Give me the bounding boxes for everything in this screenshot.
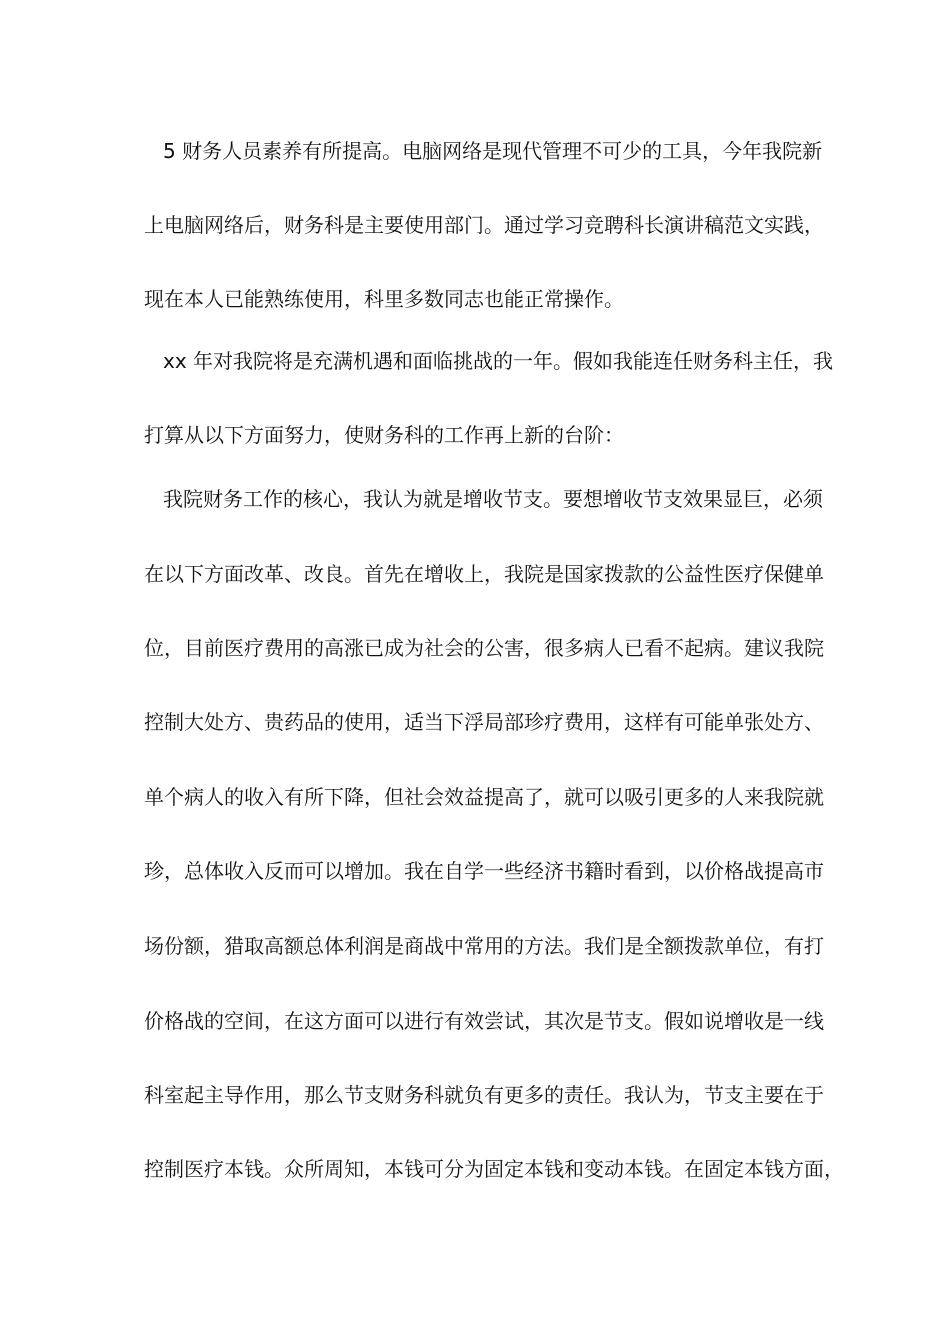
paragraph-line-15: 控制医疗本钱。众所周知，本钱可分为固定本钱和变动本钱。在固定本钱方面， <box>144 1157 844 1181</box>
paragraph-line-14: 科室起主导作用，那么节支财务科就负有更多的责任。我认为，节支主要在于 <box>144 1083 824 1107</box>
paragraph-line-5: 打算从以下方面努力，使财务科的工作再上新的台阶： <box>144 423 624 447</box>
paragraph-line-2: 上电脑网络后，财务科是主要使用部门。通过学习竞聘科长演讲稿范文实践， <box>144 213 824 237</box>
paragraph-line-10: 单个病人的收入有所下降，但社会效益提高了，就可以吸引更多的人来我院就 <box>144 785 824 809</box>
paragraph-line-12: 场份额，猎取高额总体利润是商战中常用的方法。我们是全额拨款单位，有打 <box>144 934 824 958</box>
paragraph-line-3: 现在本人已能熟练使用，科里多数同志也能正常操作。 <box>144 287 624 311</box>
paragraph-line-1: 5 财务人员素养有所提高。电脑网络是现代管理不可少的工具，今年我院新 <box>163 139 823 163</box>
paragraph-line-8: 位，目前医疗费用的高涨已成为社会的公害，很多病人已看不起病。建议我院 <box>144 636 824 660</box>
paragraph-line-13: 价格战的空间，在这方面可以进行有效尝试，其次是节支。假如说增收是一线 <box>144 1009 824 1033</box>
paragraph-line-11: 珍，总体收入反而可以增加。我在自学一些经济书籍时看到，以价格战提高市 <box>144 859 824 883</box>
paragraph-line-6: 我院财务工作的核心，我认为就是增收节支。要想增收节支效果显巨，必须 <box>163 487 823 511</box>
paragraph-line-4: xx 年对我院将是充满机遇和面临挑战的一年。假如我能连任财务科主任，我 <box>163 349 834 373</box>
paragraph-line-9: 控制大处方、贵药品的使用，适当下浮局部珍疗费用，这样有可能单张处方、 <box>144 710 824 734</box>
paragraph-line-7: 在以下方面改革、改良。首先在增收上，我院是国家拨款的公益性医疗保健单 <box>144 562 824 586</box>
